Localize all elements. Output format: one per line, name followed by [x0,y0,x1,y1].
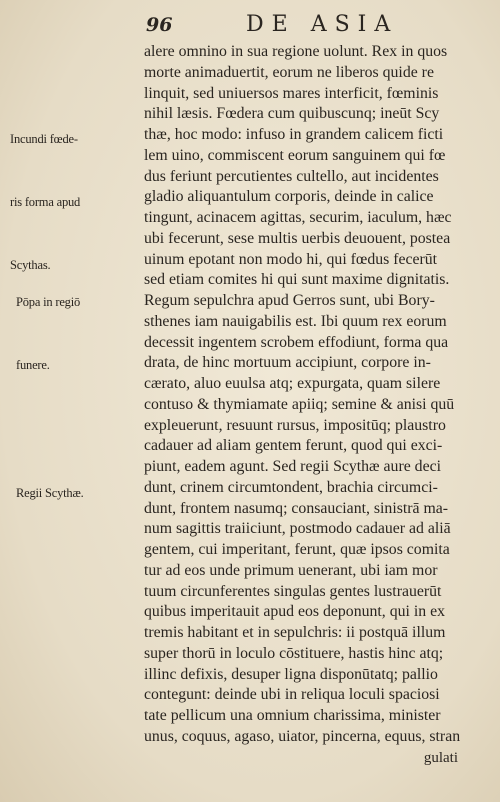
text-line: num sagittis traiiciunt, postmodo cadauer ad aliā [144,520,451,538]
text-line: sthenes iam nauigabilis est. Ibi quum rex eorum [144,312,447,330]
text-line: unus, coquus, agaso, uiator, pincerna, equus, stran [144,727,461,745]
text-line: gladio aliquantulum corporis, deinde in calice [144,188,434,206]
text-line: linquit, sed uniuersos mares interficit, fœminis [144,84,439,102]
text-line: dus feriunt percutientes cultello, aut incidentes [144,167,439,185]
margin-note-line: Incundi fœde- [10,132,78,146]
text-line: cadauer ad aliam gentem ferunt, quod qui exci- [144,437,443,455]
text-line: contegunt: deinde ubi in reliqua loculi spaciosi [144,686,440,704]
text-line: thæ, hoc modo: infuso in grandem calicem ficti [144,126,444,143]
page-header [0,10,500,40]
body-text [144,42,484,768]
text-line: gentem, cui imperitant, ferunt, quæ ipsos comita [144,541,450,558]
text-line: Regum sepulchra apud Gerros sunt, ubi Bory- [144,292,435,309]
text-line: expleuerunt, resuunt rursus, impositūq; plaustro [144,416,446,434]
margin-note-line: Pōpa in regiō [16,295,81,309]
text-line: sed etiam comites hi qui sunt maxime dignitatis. [144,271,450,289]
margin-note-line: funere. [16,358,50,372]
margin-note [16,441,84,546]
text-line: tingunt, acinacem agittas, securim, iaculum, hæc [144,209,452,226]
text-line: dunt, frontem nasumq; consauciant, sinistrā ma- [144,499,449,517]
text-line: alere omnino in sua regione uolunt. Rex in quos [144,43,448,60]
text-line: uinum epotant non modo hi, qui fœdus fecerūt [144,250,438,268]
text-line: decessit ingentem scrobem effodiunt, forma qua [144,333,449,351]
text-line: quibus imperitauit apud eos deponunt, qui in ex [144,603,445,621]
text-line: contuso & thymiamate apiiq; semine & anisi quū [144,395,455,413]
margin-note-line: ris forma apud [10,195,81,209]
catchword: gulati [423,749,458,766]
text-line: tur ad eos unde primum uenerant, ubi iam mor [144,561,438,579]
margin-note-line: Regii Scythæ. [16,486,84,500]
text-line: cærato, aluo euulsa atq; expurgata, quam silere [144,375,441,392]
text-line: nihil læsis. Fœdera cum quibuscunq; ineūt Scy [144,105,440,123]
margin-note-line: Scythas. [10,258,51,272]
text-line: piunt, eadem agunt. Sed regii Scythæ aure deci [144,458,441,475]
text-line: dunt, crinem circumtondent, brachia circumci- [144,478,438,496]
page-number: 96 [146,14,173,36]
text-line: morte animaduertit, eorum ne liberos quide re [144,63,434,81]
text-line: super thorū in loculo cōstituere, hastis hinc atq; [144,644,444,662]
text-line: tremis habitant et in sepulchris: ii postquā illum [144,624,446,641]
margin-note [16,250,80,418]
text-line: ubi fecerunt, sese multis uerbis deuouent, postea [144,229,451,247]
running-head: DE ASIA [246,12,399,37]
text-line: tuum circunferentes singulas gentes lustrauerūt [144,582,442,600]
text-line: lem uino, commiscent eorum sanguinem qui fœ [144,146,446,164]
text-line: drata, de hinc mortuum accipiunt, corpore in- [144,354,431,372]
text-line: illinc defixis, desuper ligna disponūtatq; pallio [144,665,438,683]
text-line: tate pellicum una omnium charissima, minister [144,707,441,724]
